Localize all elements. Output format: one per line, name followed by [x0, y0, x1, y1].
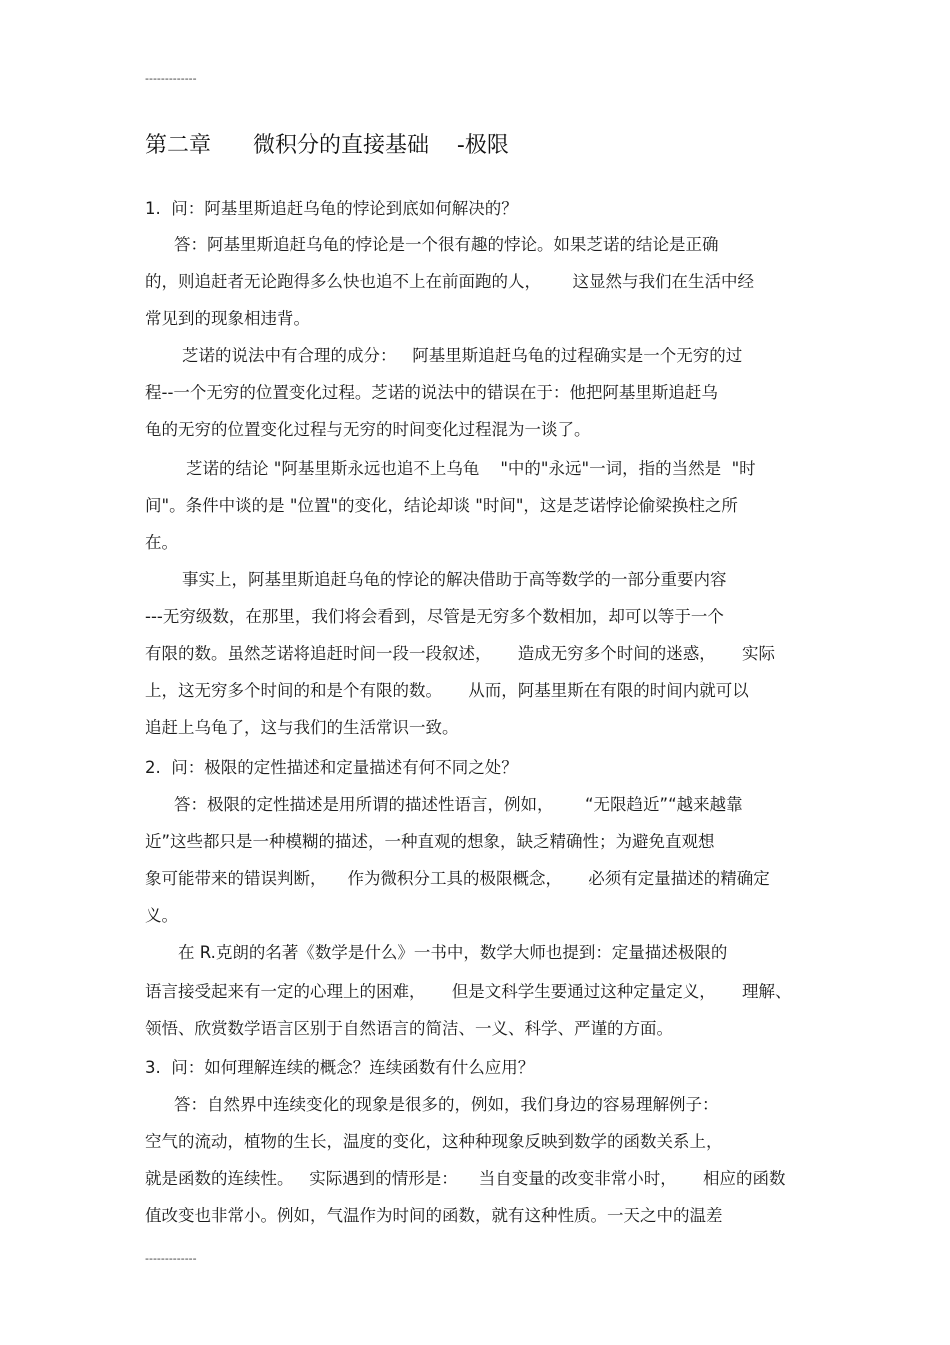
text-line: 芝诺的说法中有合理的成分： 阿基里斯追赶乌龟的过程确实是一个无穷的过 [182, 346, 743, 365]
text-line: 上，这无穷多个时间的和是个有限的数。 从而，阿基里斯在有限的时间内就可以 [145, 681, 749, 700]
text-line: 领悟、欣赏数学语言区别于自然语言的简洁、一义、科学、严谨的方面。 [145, 1019, 673, 1038]
text-line: 在。 [145, 533, 178, 552]
text-line: 间"。条件中谈的是 "位置"的变化，结论却谈 "时间"，这是芝诺悖论偷梁换柱之所 [145, 496, 738, 515]
text-line: 象可能带来的错误判断， 作为微积分工具的极限概念， 必须有定量描述的精确定 [145, 869, 770, 888]
text-line: 事实上，阿基里斯追赶乌龟的悖论的解决借助于高等数学的一部分重要内容 [182, 570, 727, 589]
text-line: 有限的数。虽然芝诺将追赶时间一段一段叙述， 造成无穷多个时间的迷惑， 实际 [145, 644, 775, 663]
footer-rule: ------------- [145, 1252, 197, 1265]
text-line: 值改变也非常小。例如，气温作为时间的函数，就有这种性质。一天之中的温差 [145, 1206, 723, 1225]
text-line: 程--一个无穷的位置变化过程。芝诺的说法中的错误在于：他把阿基里斯追赶乌 [145, 383, 718, 402]
text-line: 答：极限的定性描述是用所谓的描述性语言，例如， “无限趋近”“越来越靠 [174, 795, 743, 814]
text-line: 常见到的现象相违背。 [145, 309, 310, 328]
text-line: 近”这些都只是一种模糊的描述，一种直观的想象，缺乏精确性；为避免直观想 [145, 832, 715, 851]
header-rule: ------------- [145, 72, 197, 85]
text-line: 追赶上乌龟了，这与我们的生活常识一致。 [145, 718, 459, 737]
text-line: ---无穷级数，在那里，我们将会看到，尽管是无穷多个数相加，却可以等于一个 [145, 607, 724, 626]
text-line: 答：自然界中连续变化的现象是很多的，例如，我们身边的容易理解例子： [174, 1095, 719, 1114]
text-line: 语言接受起来有一定的心理上的困难， 但是文科学生要通过这种定量定义， 理解、 [145, 982, 792, 1001]
text-line: 就是函数的连续性。 实际遇到的情形是： 当自变量的改变非常小时， 相应的函数 [145, 1169, 786, 1188]
text-line: 义。 [145, 906, 178, 925]
text-line: 龟的无穷的位置变化过程与无穷的时间变化过程混为一谈了。 [145, 420, 591, 439]
text-line: 空气的流动，植物的生长，温度的变化，这种种现象反映到数学的函数关系上， [145, 1132, 723, 1151]
question-3: 3. 问：如何理解连续的概念？连续函数有什么应用？ [145, 1058, 535, 1077]
question-2: 2. 问：极限的定性描述和定量描述有何不同之处？ [145, 758, 518, 777]
text-line: 的，则追赶者无论跑得多么快也追不上在前面跑的人， 这显然与我们在生活中经 [145, 272, 754, 291]
text-line: 答：阿基里斯追赶乌龟的悖论是一个很有趣的悖论。如果芝诺的结论是正确 [174, 235, 719, 254]
text-line: 在 R.克朗的名著《数学是什么》一书中，数学大师也提到：定量描述极限的 [178, 943, 728, 962]
text-line: 芝诺的结论 "阿基里斯永远也追不上乌龟 "中的"永远"一词，指的当然是 "时 [186, 459, 756, 478]
chapter-title: 第二章 微积分的直接基础 -极限 [145, 133, 509, 158]
question-1: 1. 问：阿基里斯追赶乌龟的悖论到底如何解决的？ [145, 199, 518, 218]
